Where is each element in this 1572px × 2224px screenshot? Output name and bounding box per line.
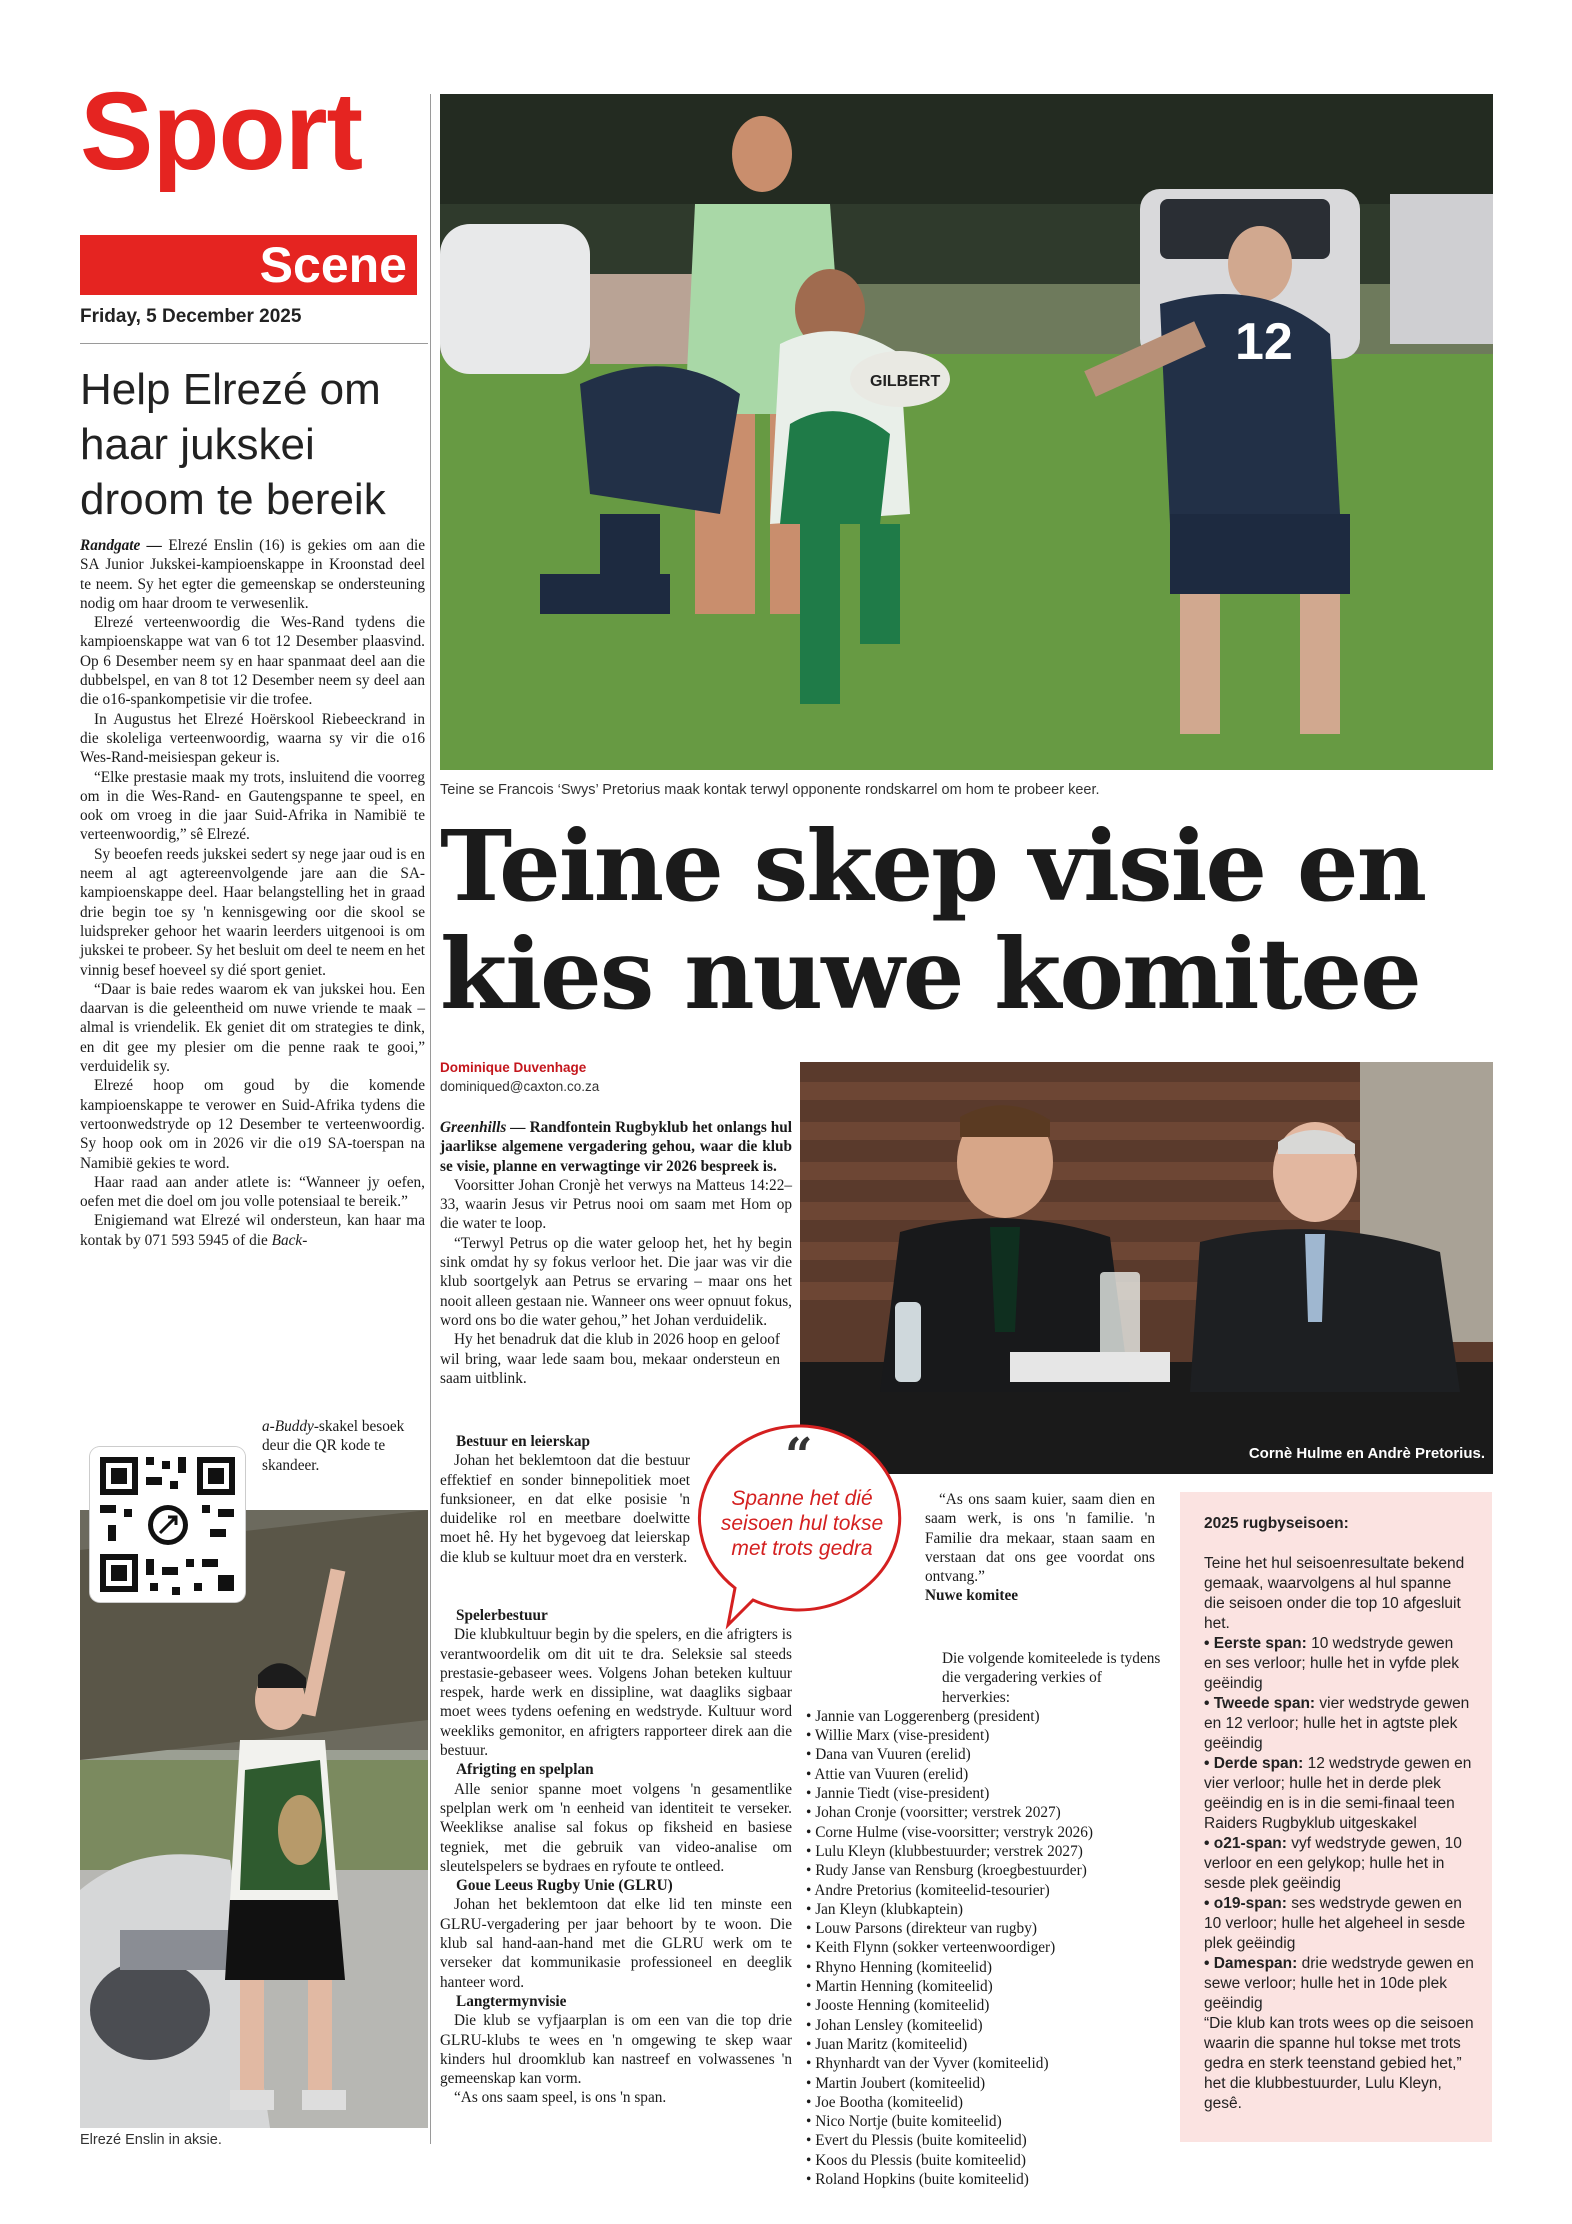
committee-member: • Nico Nortje (buite komiteelid) (806, 2112, 1166, 2131)
subhead-komitee: Nuwe komitee (925, 1587, 1019, 1605)
committee-member: • Keith Flynn (sokker verteenwoordiger) (806, 1938, 1166, 1957)
committee-member: • Juan Maritz (komiteelid) (806, 2035, 1166, 2054)
qr-caption: a-Buddy-skakel besoek deur die QR kode te skandeer. (262, 1418, 405, 1474)
left-story-headline: Help Elrezé om haar jukskei droom te bereik (80, 365, 386, 524)
masthead-divider (80, 343, 428, 344)
subhead-bestuur: Bestuur en leierskap (456, 1433, 590, 1450)
left-story-body (80, 536, 425, 1250)
main-paragraph: Die klub se vyfjaarplan is om een van die top drie GLRU-klubs te wees en 'n omgewing te skep waar kinders hul droomklub kan nastreef en volwassenes 'n gemeenskap kan vorm. (440, 2012, 792, 2088)
pull-quote-text: Spanne het dié seisoen hul tokse met trots gedra (720, 1487, 884, 1560)
committee-member: • Lulu Kleyn (klubbestuurder; verstrek 2027) (806, 1842, 1166, 1861)
left-paragraph: “Daar is baie redes waarom ek van jukskei hou. Een daarvan is die geleentheid om nuwe vriende te maak – almal is vriendelik. Ek geniet dit om strategies te dink, en dit gee my plesier om die penne raak te gooi,” verduidelik sy. (80, 980, 425, 1076)
column-divider (430, 94, 431, 2144)
svg-text:GILBERT: GILBERT (870, 373, 941, 390)
byline-author: Dominique Duvenhage (440, 1060, 587, 1075)
committee-member: • Johan Cronje (voorsitter; verstrek 2027) (806, 1803, 1166, 1822)
subhead-speler: Spelerbestuur (456, 1607, 548, 1624)
masthead-bar (80, 235, 417, 295)
qr-link: a-Buddy (262, 1418, 314, 1435)
sidebar-item: • Tweede span: vier wedstryde gewen en 12 verloor; hulle het in agtste plek geëindig (1204, 1695, 1470, 1752)
left-paragraph: “Elke prestasie maak my trots, insluitend die voorreg om in die Wes-Rand- en Gautengspanne te speel, en ook om vroeg in die jaar Suid-Afrika in Namibië te verteenwoordig,” sê Elrezé. (80, 768, 425, 844)
sidebar-items (1204, 1634, 1474, 2014)
left-paragraph: In Augustus het Elrezé Hoërskool Riebeeckrand in die skoleliga verteenwoordig, waarna sy vir die o16 Wes-Rand-meisiespan gekeur is. (80, 710, 425, 767)
committee-member: • Koos du Plessis (buite komiteelid) (806, 2151, 1166, 2170)
subhead-langtermyn: Langtermynvisie (456, 1992, 567, 2010)
main-paragraph: “As ons saam kuier, saam dien en saam werk, is ons 'n familie. 'n Familie dra mekaar, staan saam en verstaan dat ons gee voordat ons ontvang.” (925, 1491, 1155, 1586)
committee-member: • Rhyno Henning (komiteelid) (806, 1958, 1166, 1977)
main-story-col-a2 (440, 1432, 690, 1567)
left-paragraph: Sy beoefen reeds jukskei sedert sy nege jaar oud is en neem al agt agtereenvolgende jare aan die SA-kampioenskappe deel. Haar belangstelling het in graad drie begin toe sy 'n kennisgewing oor die skool se luidspreker gehoor het waarin leerders uitgenooi is om jukskei te probeer. Sy het besluit om deel te neem en het vinnig besef hoeveel sy dié sport geniet. (80, 845, 425, 979)
committee-member: • Jannie van Loggerenberg (president) (806, 1707, 1166, 1726)
main-headline (440, 809, 1500, 1031)
sidebar-intro: Teine het hul seisoenresultate bekend gemaak, waarvolgens al hul spanne die seisoen onder die top 10 afgesluit het. (1204, 1555, 1465, 1632)
committee-member: • Jannie Tiedt (vise-president) (806, 1784, 1166, 1803)
committee-member: • Johan Lensley (komiteelid) (806, 2016, 1166, 2035)
sidebar-item: • Eerste span: 10 wedstryde gewen en ses verloor; hulle het in vyfde plek geëindig (1204, 1635, 1460, 1692)
main-paragraph: “Terwyl Petrus op die water geloop het, het hy begin sink omdat hy sy fokus verloor het. Die jaar was vir die klub soortgelyk aan Petrus se ervaring – maar ons het nooit alleen gestaan nie. Wanneer ons weer opnuut fokus, word ons bo die water gehou,” het Johan verduidelik. (440, 1234, 792, 1329)
pull-quote (693, 1420, 911, 1630)
main-photo-caption: Teine se Francois ‘Swys’ Pretorius maak kontak terwyl opponente rondskarrel om hom te probeer keer. (440, 782, 1100, 798)
qr-code[interactable] (90, 1447, 245, 1602)
byline-email[interactable]: dominiqued@caxton.co.za (440, 1079, 600, 1094)
committee-member: • Joe Bootha (komiteelid) (806, 2093, 1166, 2112)
sidebar-quote: “Die klub kan trots wees op die seisoen waarin die spanne hul tokse met trots gedra en sterk teenstand gebied het,” het die klubbestuurder, Lulu Kleyn, gesê. (1204, 2015, 1474, 2112)
main-paragraph: Hy het benadruk dat die klub in 2026 hoop en geloof wil bring, waar lede saam bou, mekaar ondersteun en saam uitblink. (440, 1331, 780, 1387)
committee-member: • Corne Hulme (vise-voorsitter; verstryk 2026) (806, 1823, 1166, 1842)
committee-member: • Jooste Henning (komiteelid) (806, 1996, 1166, 2015)
committee-member: • Rudy Janse van Rensburg (kroegbestuurder) (806, 1861, 1166, 1880)
committee-member: • Martin Henning (komiteelid) (806, 1977, 1166, 1996)
masthead-sport: Sport (80, 70, 363, 193)
subhead-afrigting: Afrigting en spelplan (456, 1761, 594, 1779)
main-story-col-a (440, 1118, 792, 1388)
main-story-col-a3 (440, 1606, 792, 2108)
main-paragraph: Alle senior spanne moet volgens 'n gesamentlike spelplan werk om 'n eenheid van identiteit te verseker. Weeklikse analise sal fokus op fiksheid en basiese tegniek, met die gebruik van video-analise om sleutelspelers se bydraes en ryfoute te ontleed. (440, 1780, 792, 1875)
left-paragraph: Enigiemand wat Elrezé wil ondersteun, kan haar ma kontak by 071 593 5945 of die Back- (80, 1212, 425, 1249)
season-sidebar (1180, 1492, 1492, 2142)
main-lead: Randfontein Rugbyklub het onlangs hul jaarlikse algemene vergadering gehou, waar die klub se visie, planne en verwagtinge vir 2026 bespreek is. (440, 1119, 793, 1175)
left-paragraph: Elrezé Enslin (16) is gekies om aan die SA Junior Jukskei-kampioenskappe in Kroonstad deel te neem. Sy het egter die gemeenskap se ondersteuning nodig om haar droom te verwesenlik. (80, 537, 426, 612)
committee-member: • Jan Kleyn (klubkaptein) (806, 1900, 1166, 1919)
left-paragraph: Elrezé hoop om goud by die komende kampioenskappe te verower en Suid-Afrika tydens die vertoonwedstryde op 12 Desember te verteenwoordig. Sy hoop ook om in 2026 vir die o19 SA-toerspan na Namibië gekies te word. (80, 1077, 425, 1172)
main-paragraph: “As ons saam speel, is ons 'n span. (454, 2089, 667, 2107)
meeting-caption: Cornè Hulme en Andrè Pretorius. (1248, 1445, 1485, 1462)
meeting-photo (800, 1062, 1493, 1474)
issue-date: Friday, 5 December 2025 (80, 306, 302, 327)
main-paragraph: Johan het beklemtoon dat elke lid ten minste een GLRU-vergadering per jaar behoort by te woon. Die klub sal hand-aan-hand met die GLRU werk om te verseker dat kommunikasie professioneel en deeglik hanteer word. (440, 1896, 792, 1991)
committee-member: • Louw Parsons (direkteur van rugby) (806, 1919, 1166, 1938)
svg-text:12: 12 (1235, 313, 1293, 371)
jukskei-photo (80, 1510, 428, 2128)
committee-member: • Evert du Plessis (buite komiteelid) (806, 2131, 1166, 2150)
main-paragraph: Johan het beklemtoon dat die bestuur effektief en sonder binnepolitiek moet funksioneer, en dat elke posisie 'n duidelike rol en meetbare doelwitte moet hê. Hy het bygevoeg dat leierskap die klub se kultuur moet dra en versterk. (440, 1452, 690, 1566)
main-paragraph: Die klubkultuur begin by die spelers, en die afrigters is verantwoordelik om dit uit te dra. Seleksie sal steeds prestasie-gebaseer wees. Volgens Johan beteken kultuur respek, harde werk en dissipline, wat daagliks sigbaar moet wees tydens oefening en wedstryde. Kultuur word weekliks gemonitor, en afrigters rapporteer direk aan die bestuur. (440, 1626, 792, 1760)
committee-member: • Rhynhardt van der Vyver (komiteelid) (806, 2054, 1166, 2073)
sidebar-title: 2025 rugbyseisoen: (1204, 1515, 1349, 1532)
committee-list (806, 1707, 1166, 2189)
committee-member: • Attie van Vuuren (erelid) (806, 1765, 1166, 1784)
main-story-col-b (925, 1490, 1155, 1606)
committee-member: • Willie Marx (vise-president) (806, 1726, 1166, 1745)
subhead-glru: Goue Leeus Rugby Unie (GLRU) (456, 1877, 673, 1895)
committee-member: • Martin Joubert (komiteelid) (806, 2074, 1166, 2093)
headline-line-2: kies nuwe komitee (440, 917, 1420, 1031)
committee-member: • Andre Pretorius (komiteelid-tesourier) (806, 1881, 1166, 1900)
quote-mark: “ (785, 1428, 813, 1484)
sidebar-item: • o19-span: ses wedstryde gewen en 10 verloor; hulle het algeheel in sesde plek geëindig (1204, 1895, 1466, 1952)
sidebar-item: • o21-span: vyf wedstryde gewen, 10 verloor en een gelykop; hulle het in sesde plek geëindig (1204, 1835, 1462, 1892)
main-paragraph: Voorsitter Johan Cronjè het verwys na Matteus 14:22–33, waarin Jesus vir Petrus nooi om saam met Hom op die water te loop. (440, 1176, 792, 1233)
sidebar-item: • Derde span: 12 wedstryde gewen en vier verloor; hulle het in derde plek geëindig en is in die semi-finaal teen Raiders Rugbyklub uitgeskakel (1204, 1755, 1472, 1832)
committee-block (806, 1649, 1166, 2189)
headline-line-1: Teine skep visie en (440, 809, 1426, 923)
left-photo-caption: Elrezé Enslin in aksie. (80, 2132, 222, 2148)
committee-member: • Dana van Vuuren (erelid) (806, 1745, 1166, 1764)
left-paragraph: Haar raad aan ander atlete is: “Wanneer jy oefen, oefen met die doel om jou volle potensiaal te bereik.” (80, 1173, 425, 1211)
left-paragraph: Elrezé verteenwoordig die Wes-Rand tydens die kampioenskappe wat van 6 tot 12 Desember plaasvind. Op 6 Desember neem sy en haar spanmaat deel aan die dubbelspel, en van 8 tot 12 Desember neem sy deel aan die o16-spankompetisie vir die trofee. (80, 614, 425, 709)
main-dateline: Greenhills — (440, 1119, 526, 1136)
sidebar-item: • Damespan: drie wedstryde gewen en sewe verloor; hulle het in 10de plek geëindig (1204, 1955, 1474, 2012)
committee-member: • Roland Hopkins (buite komiteelid) (806, 2170, 1166, 2189)
left-dateline: Randgate — (80, 537, 162, 554)
komitee-intro: Die volgende komiteelede is tydens die vergadering verkies of herverkies: (942, 1650, 1161, 1706)
masthead-scene: Scene (259, 237, 407, 293)
rugby-photo (440, 94, 1493, 770)
